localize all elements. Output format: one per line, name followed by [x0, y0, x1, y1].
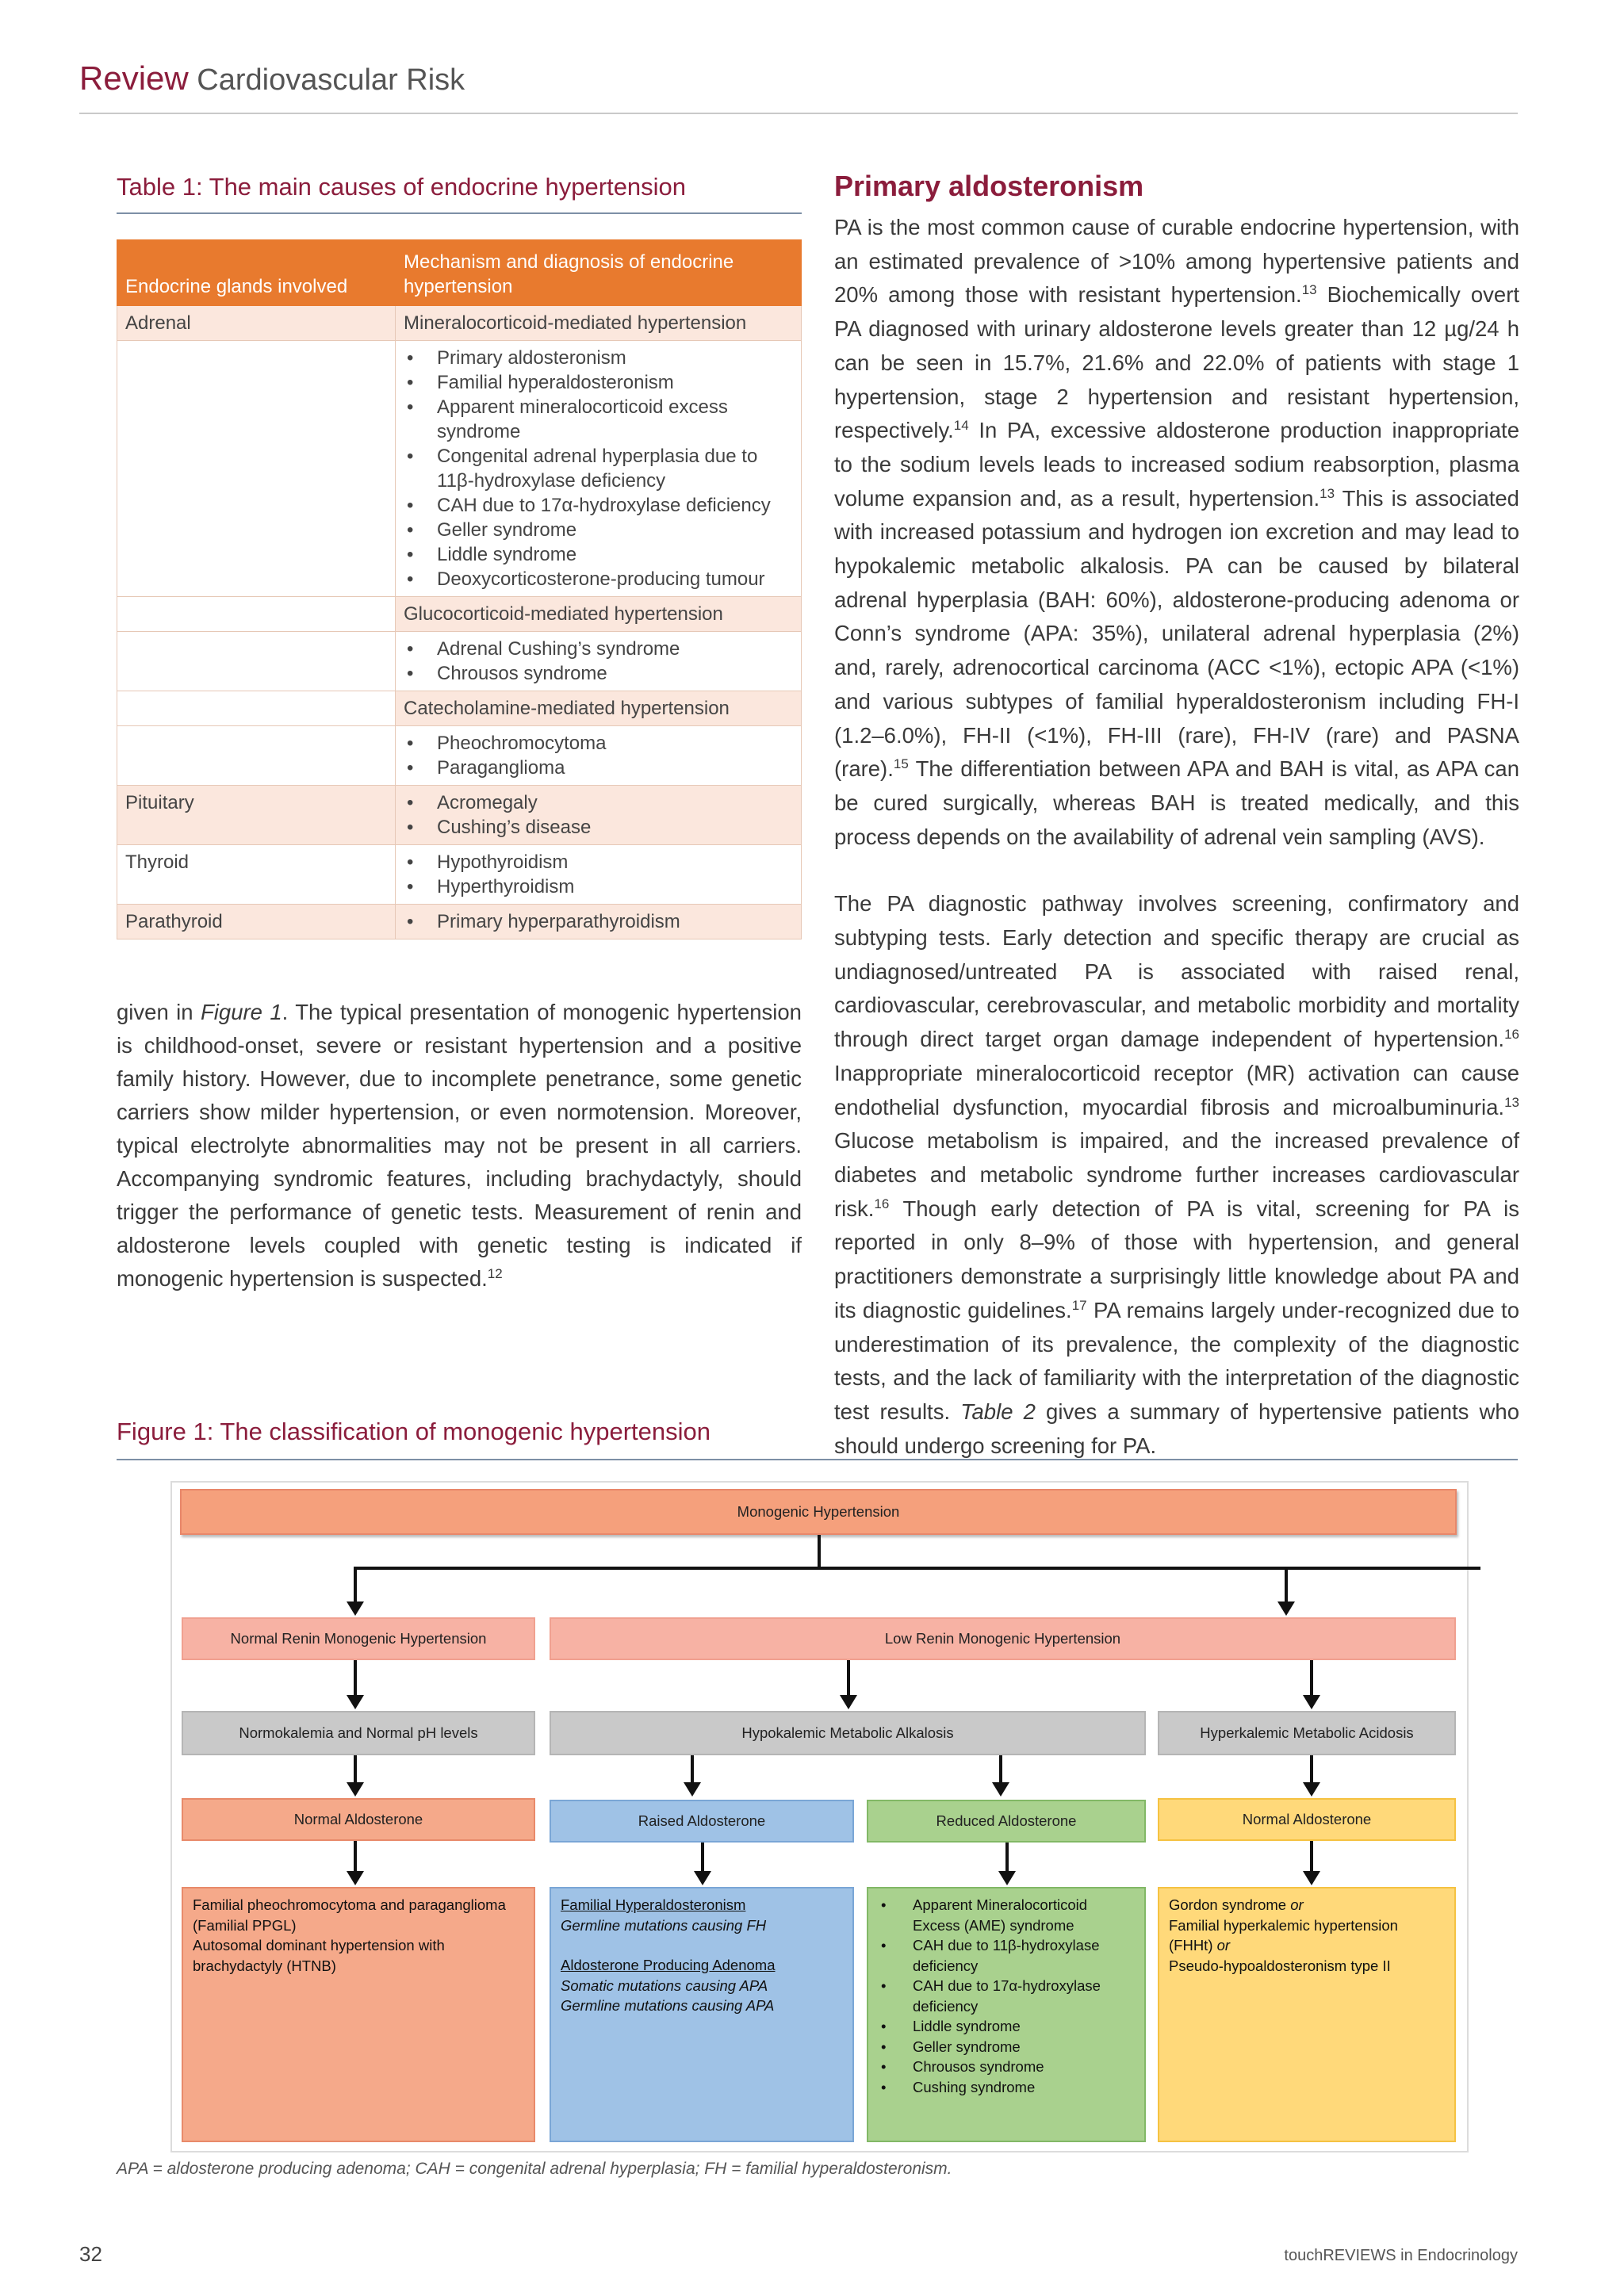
arrow-down-icon: [694, 1871, 711, 1887]
list-item: • Geller syndrome: [404, 518, 793, 542]
page-number: 32: [79, 2242, 102, 2266]
list-item: • Liddle syndrome: [878, 2016, 1135, 2037]
arrow-down-icon: [1303, 1871, 1320, 1887]
citation[interactable]: 16: [1504, 1027, 1519, 1043]
mechanism-heading: Mineralocorticoid-mediated hypertension: [396, 306, 802, 341]
table-row: [117, 845, 802, 905]
arrow-down-icon: [840, 1695, 857, 1711]
list-item: • CAH due to 17α-hydroxylase deficiency: [404, 493, 793, 518]
citation[interactable]: 15: [893, 756, 909, 772]
paragraph: The PA diagnostic pathway involves screening, confirmatory and subtyping tests. Early detection and specific therapy are crucial as undiagnosed/untreated PA is associated with raised renal, cardiovascular, cerebrovascular, and metabolic morbidity and mortality through direct target organ damage independent of hypertension.$^{16}$ Inappropriate mineralocorticoid receptor (MR) activation can cause endothelial dysfunction, myocardial fibrosis and microalbuminuria.$^{13}$ Glucose metabolism is impaired, and the increased prevalence of diabetes and metabolic syndrome further increases cardiovascular risk.$^{16}$ Though early detection of PA is vital, screening for PA is reported in only 8–9% of those with hypertension, and general practitioners demonstrate a surprisingly little knowledge about PA and its diagnostic guidelines.$^{17}$ PA remains largely under-recognized due to underestimation of its prevalence, the complexity of the diagnostic tests, and the lack of familiarity with the interpretation of the diagnostic test results. Table 2 gives a summary of hypertensive patients who should undergo screening for PA.: [834, 891, 1519, 1458]
node-raised-aldosterone: Raised Aldosterone: [550, 1800, 854, 1843]
node-reduced-aldosterone-conditions: [867, 1887, 1146, 2142]
mineralo-list: [404, 346, 793, 591]
figure-caption: APA = aldosterone producing adenoma; CAH = congenital adrenal hyperplasia; FH = familial hyperaldosteronism.: [117, 2160, 952, 2178]
table-row: [117, 597, 802, 632]
connector-line: [1005, 1843, 1009, 1874]
section-heading: Primary aldosteronism: [834, 170, 1144, 202]
list-item: • Pheochromocytoma: [404, 731, 793, 756]
list-item: • Cushing’s disease: [404, 815, 793, 840]
gland-adrenal: Adrenal: [117, 306, 396, 341]
connector-line: [701, 1843, 704, 1874]
connector-line: [847, 1660, 850, 1700]
table-header-row: [117, 240, 802, 306]
citation[interactable]: 13: [1320, 485, 1335, 501]
table-reference[interactable]: Table 2: [960, 1399, 1036, 1424]
gland-thyroid: Thyroid: [117, 845, 396, 905]
connector-line: [1310, 1660, 1313, 1700]
list-item: • Hypothyroidism: [404, 850, 793, 874]
list-item: • Apparent Mineralocorticoid Excess (AME) syndrome: [878, 1895, 1135, 1935]
connector-line: [818, 1535, 821, 1568]
table-row: [117, 786, 802, 845]
list-item: • Acromegaly: [404, 790, 793, 815]
list-item: • Geller syndrome: [878, 2037, 1135, 2057]
node-normal-renin-conditions: Familial pheochromocytoma and paraganglioma (Familial PPGL) Autosomal dominant hypertension with brachydactyly (HTNB): [182, 1887, 535, 2142]
running-header: [79, 60, 465, 98]
table-row: [117, 341, 802, 597]
connector-line: [1310, 1841, 1313, 1874]
table-row: [117, 306, 802, 341]
mechanism-heading: Catecholamine-mediated hypertension: [396, 691, 802, 726]
paragraph: PA is the most common cause of curable endocrine hypertension, with an estimated prevalence of >10% among hypertensive patients and 20% among those with resistant hypertension.$^{13}$ Biochemically overt PA diagnosed with urinary aldosterone levels greater than 12 µg/24 h can be seen in 15.7%, 21.6% and 22.0% of patients with stage 1 hypertension, stage 2 hypertension and resistant hypertension, respectively.$^{14}$ In PA, excessive aldosterone production inappropriate to the sodium levels leads to increased sodium reabsorption, plasma volume expansion and, as a result, hypertension.$^{13}$ This is associated with increased potassium and hydrogen ion excretion and may lead to hypokalemic metabolic alkalosis. PA can be caused by bilateral adrenal hyperplasia (BAH: 60%), aldosterone-producing adenoma or Conn’s syndrome (APA: 35%), unilateral adrenal hyperplasia (2%) and, rarely, adrenocortical carcinoma (ACC <1%), ectopic APA (<1%) and various subtypes of familial hyperaldosteronism including FH-I (1.2–6.0%), FH-II (<1%), FH-III (rare), FH-IV (rare) and PASNA (rare).$^{15}$ The differentiation between APA and BAH is vital, as APA can be cured surgically, whereas BAH is treated medically, and this process depends on the availability of adrenal vein sampling (AVS).: [834, 215, 1519, 849]
citation[interactable]: 14: [953, 418, 969, 434]
citation[interactable]: 12: [487, 1265, 503, 1281]
figure-title: Figure 1: The classification of monogenic hypertension: [117, 1418, 711, 1445]
arrow-down-icon: [347, 1601, 364, 1617]
list-item: • Familial hyperaldosteronism: [404, 370, 793, 395]
list-item: • Deoxycorticosterone-producing tumour: [404, 567, 793, 591]
list-item: • Liddle syndrome: [404, 542, 793, 567]
table-title: Table 1: The main causes of endocrine hypertension: [117, 173, 687, 201]
arrow-down-icon: [347, 1871, 364, 1887]
list-item: • Congenital adrenal hyperplasia due to 11β-hydroxylase deficiency: [404, 444, 793, 493]
arrow-down-icon: [347, 1782, 364, 1798]
arrow-down-icon: [1277, 1601, 1295, 1617]
connector-line: [354, 1660, 357, 1700]
list-item: • CAH due to 11β-hydroxylase deficiency: [878, 1935, 1135, 1976]
node-hyperkalemic: Hyperkalemic Metabolic Acidosis: [1158, 1711, 1456, 1755]
list-item: • Primary aldosteronism: [404, 346, 793, 370]
list-item: • Apparent mineralocorticoid excess syndrome: [404, 395, 793, 444]
arrow-down-icon: [684, 1782, 701, 1798]
citation[interactable]: 13: [1301, 282, 1317, 298]
journal-name: touchREVIEWS in Endocrinology: [1284, 2247, 1518, 2264]
list-item: • Paraganglioma: [404, 756, 793, 780]
table-title-divider: [117, 212, 802, 214]
citation[interactable]: 17: [1071, 1297, 1087, 1313]
node-hypokalemic: Hypokalemic Metabolic Alkalosis: [550, 1711, 1146, 1755]
table-row: [117, 691, 802, 726]
connector-line: [354, 1567, 357, 1605]
list-item: • Cushing syndrome: [878, 2077, 1135, 2098]
node-normal-renin: Normal Renin Monogenic Hypertension: [182, 1617, 535, 1660]
gland-pituitary: Pituitary: [117, 786, 396, 845]
citation[interactable]: 16: [874, 1196, 890, 1211]
topic-label: Cardiovascular Risk: [197, 63, 465, 97]
header-divider: [79, 113, 1518, 114]
arrow-down-icon: [998, 1871, 1016, 1887]
table-row: [117, 905, 802, 939]
connector-line: [354, 1567, 1480, 1570]
arrow-down-icon: [992, 1782, 1009, 1798]
citation[interactable]: 13: [1504, 1094, 1519, 1110]
list-item: • Chrousos syndrome: [878, 2057, 1135, 2077]
list-item: • Chrousos syndrome: [404, 661, 793, 686]
mechanism-heading: Glucocorticoid-mediated hypertension: [396, 597, 802, 632]
arrow-down-icon: [1303, 1695, 1320, 1711]
catechol-list: [404, 731, 793, 780]
section-label: Review: [79, 59, 189, 97]
node-hyperkalemic-conditions: Gordon syndrome or Familial hyperkalemic hypertension (FHHt) or Pseudo-hypoaldosteronism type II: [1158, 1887, 1456, 2142]
connector-line: [1285, 1567, 1288, 1605]
node-raised-aldosterone-conditions: Familial Hyperaldosteronism Germline mutations causing FH Aldosterone Producing Adenoma Somatic mutations causing APA Germline mutations causing APA: [550, 1887, 854, 2142]
flowchart: [170, 1481, 1469, 2152]
endocrine-causes-table: [117, 239, 802, 939]
figure-reference[interactable]: Figure 1: [201, 1000, 282, 1024]
arrow-down-icon: [1303, 1782, 1320, 1798]
table-row: [117, 632, 802, 691]
node-reduced-aldosterone: Reduced Aldosterone: [867, 1800, 1146, 1843]
gland-parathyroid: Parathyroid: [117, 905, 396, 939]
col-header-glands: Endocrine glands involved: [117, 240, 396, 306]
left-body-text: given in Figure 1. The typical presentation of monogenic hypertension is childhood-onset, severe or resistant hypertension and a positive family history. However, due to incomplete penetrance, some genetic carriers show milder hypertension, or even normotension. Moreover, typical electrolyte abnormalities may not be present in all carriers. Accompanying syndromic features, including brachydactyly, should trigger the performance of genetic tests. Measurement of renin and aldosterone levels coupled with genetic testing is indicated if monogenic hypertension is suspected.$^{12}$: [117, 1000, 802, 1291]
list-item: • Hyperthyroidism: [404, 874, 793, 899]
connector-line: [354, 1841, 357, 1874]
figure-title-divider: [117, 1459, 1518, 1460]
col-header-mechanism: Mechanism and diagnosis of endocrine hypertension: [396, 240, 802, 306]
node-normal-aldosterone-1: Normal Aldosterone: [182, 1798, 535, 1841]
list-item: • Primary hyperparathyroidism: [404, 909, 793, 934]
right-body-text: [834, 211, 1519, 1496]
list-item: • Adrenal Cushing’s syndrome: [404, 637, 793, 661]
list-item: • CAH due to 17α-hydroxylase deficiency: [878, 1976, 1135, 2016]
table-row: [117, 726, 802, 786]
node-low-renin: Low Renin Monogenic Hypertension: [550, 1617, 1456, 1660]
node-monogenic-hypertension: Monogenic Hypertension: [180, 1489, 1457, 1535]
node-normokalemia: Normokalemia and Normal pH levels: [182, 1711, 535, 1755]
arrow-down-icon: [347, 1695, 364, 1711]
gluco-list: [404, 637, 793, 686]
node-normal-aldosterone-2: Normal Aldosterone: [1158, 1798, 1456, 1841]
